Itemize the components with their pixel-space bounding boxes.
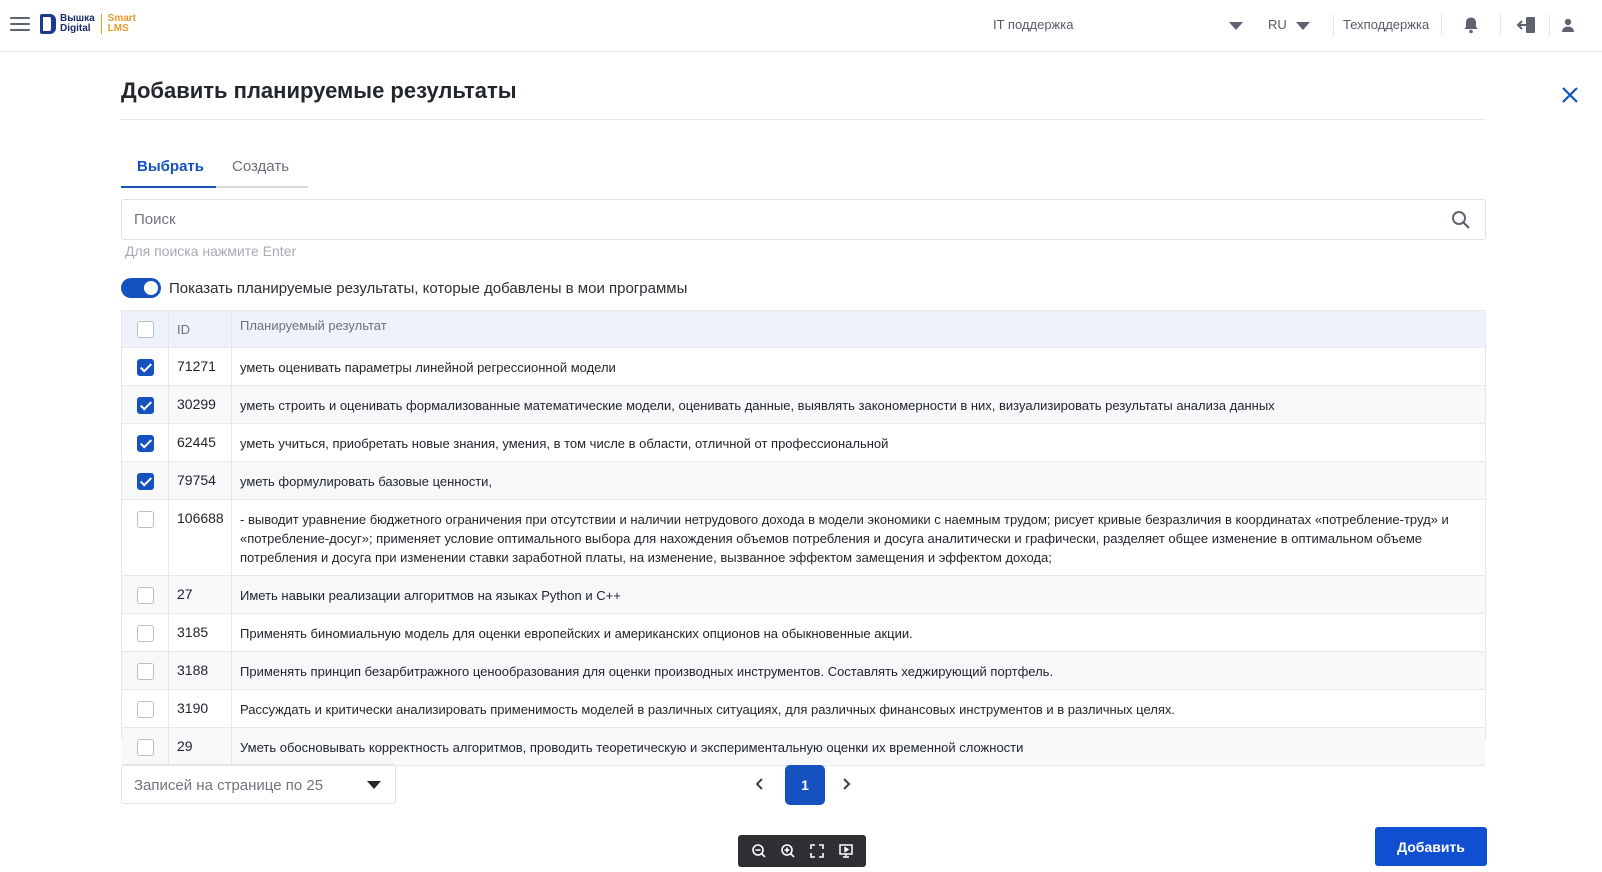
- table-row[interactable]: [122, 652, 1485, 690]
- row-id: 3185: [169, 614, 232, 651]
- row-result-text: уметь строить и оценивать формализованные математические модели, оценивать данные, выявлять закономерности в них, визуализировать результаты анализа данных: [240, 398, 1275, 413]
- zoom-out-icon[interactable]: [751, 843, 767, 859]
- divider: [121, 119, 1486, 120]
- fullscreen-icon[interactable]: [809, 843, 825, 859]
- close-icon[interactable]: [1561, 86, 1579, 104]
- divider: [1441, 14, 1442, 36]
- row-result-text: уметь учиться, приобретать новые знания, умения, в том числе в области, отличной от профессиональной: [240, 436, 889, 451]
- divider: [1549, 14, 1550, 36]
- tabs: [121, 150, 308, 188]
- row-result-text: Рассуждать и критически анализировать применимость моделей в различных ситуациях, для различных финансовых инструментов и в различных целях.: [240, 702, 1175, 717]
- divider: [1333, 14, 1334, 36]
- logo[interactable]: [40, 14, 136, 34]
- zoom-in-icon[interactable]: [780, 843, 796, 859]
- viewer-toolbar: [738, 835, 866, 867]
- logo-divider: [101, 14, 102, 34]
- search-box: [121, 199, 1486, 240]
- row-checkbox[interactable]: [137, 701, 154, 718]
- logo-line2: Digital: [60, 23, 91, 34]
- show-added-toggle[interactable]: [121, 278, 161, 298]
- toggle-label: Показать планируемые результаты, которые добавлены в мои программы: [169, 280, 688, 297]
- org-select[interactable]: [993, 17, 1243, 35]
- table-body: [122, 348, 1485, 766]
- row-checkbox[interactable]: [137, 511, 154, 528]
- column-header-id: ID: [169, 311, 232, 348]
- row-id: 62445: [169, 424, 232, 461]
- row-checkbox[interactable]: [137, 359, 154, 376]
- search-input[interactable]: [122, 200, 1422, 239]
- language-value: RU: [1268, 17, 1287, 32]
- support-link[interactable]: Техподдержка: [1343, 17, 1430, 32]
- next-page-icon[interactable]: [838, 776, 854, 792]
- table-header: [122, 311, 1485, 348]
- search-hint: Для поиска нажмите Enter: [125, 243, 297, 259]
- hamburger-icon[interactable]: [10, 17, 30, 33]
- dialog-title: Добавить планируемые результаты: [121, 78, 517, 103]
- row-id: 79754: [169, 462, 232, 499]
- prev-page-icon[interactable]: [752, 776, 768, 792]
- org-select-value: IT поддержка: [993, 17, 1074, 32]
- page-size-select[interactable]: [121, 764, 396, 804]
- table-row[interactable]: [122, 424, 1485, 462]
- row-result-text: уметь формулировать базовые ценности,: [240, 474, 493, 489]
- row-checkbox[interactable]: [137, 587, 154, 604]
- table-row[interactable]: [122, 500, 1485, 576]
- column-header-result: Планируемый результат: [240, 317, 387, 333]
- language-select[interactable]: [1268, 17, 1287, 32]
- row-checkbox[interactable]: [137, 625, 154, 642]
- table-row[interactable]: [122, 386, 1485, 424]
- page-button[interactable]: 1: [785, 765, 825, 805]
- chevron-down-icon: [1229, 22, 1243, 30]
- add-button[interactable]: Добавить: [1375, 827, 1487, 866]
- row-result-text: Уметь обосновывать корректность алгоритмов, проводить теоретическую и экспериментальную оценки их временной сложности: [240, 740, 1024, 755]
- row-checkbox[interactable]: [137, 397, 154, 414]
- row-result-text: Применять биномиальную модель для оценки европейских и американских опционов на обыкновенные акции.: [240, 626, 913, 641]
- toggle-knob: [144, 281, 158, 295]
- table-row[interactable]: [122, 728, 1485, 766]
- page-size-value: Записей на странице по 25: [134, 777, 324, 794]
- row-result-text: Применять принцип безарбитражного ценообразования для оценки производных инструментов. Составлять хеджирующий портфель.: [240, 664, 1054, 679]
- row-result-text: Иметь навыки реализации алгоритмов на языках Python и C++: [240, 588, 621, 603]
- bell-icon[interactable]: [1462, 16, 1480, 34]
- row-checkbox[interactable]: [137, 435, 154, 452]
- active-tab-indicator: [121, 186, 216, 188]
- table-row[interactable]: [122, 462, 1485, 500]
- chevron-down-icon: [1296, 22, 1310, 30]
- row-id: 30299: [169, 386, 232, 423]
- row-id: 71271: [169, 348, 232, 385]
- row-id: 3190: [169, 690, 232, 727]
- table-row[interactable]: [122, 348, 1485, 386]
- table-row[interactable]: [122, 690, 1485, 728]
- present-icon[interactable]: [838, 843, 854, 859]
- select-all-checkbox[interactable]: [137, 321, 154, 338]
- row-checkbox[interactable]: [137, 473, 154, 490]
- user-icon[interactable]: [1561, 17, 1575, 33]
- row-checkbox[interactable]: [137, 663, 154, 680]
- tab-select[interactable]: Выбрать: [137, 158, 204, 175]
- row-result-text: уметь оценивать параметры линейной регрессионной модели: [240, 360, 616, 375]
- row-result-text: - выводит уравнение бюджетного ограничения при отсутствии и наличии нетрудового дохода в модели экономики с наемным трудом; рисует кривые безразличия в координатах «потребление-труд» и «потребление-досуг»; применяет условие оптимального выбора для нахождения объемов потребления и досуга аналитически и графически, разделяет общее изменение в оптимальном объеме потребления и досуга при изменении ставки заработной платы, на изменение, вызванное эффектом замещения и эффектом дохода;: [240, 512, 1449, 565]
- tab-create[interactable]: Создать: [232, 158, 290, 175]
- logo-line1: Вышка: [60, 13, 95, 24]
- row-id: 29: [169, 728, 232, 765]
- logo-line3: Smart: [107, 13, 137, 24]
- table-row[interactable]: [122, 576, 1485, 614]
- row-id: 106688: [169, 500, 232, 575]
- search-icon[interactable]: [1451, 210, 1471, 230]
- divider: [1500, 14, 1501, 36]
- table-row[interactable]: [122, 614, 1485, 652]
- row-id: 3188: [169, 652, 232, 689]
- logout-icon[interactable]: [1517, 16, 1537, 34]
- logo-line4: LMS: [107, 23, 129, 34]
- row-id: 27: [169, 576, 232, 613]
- top-bar: [0, 0, 1602, 52]
- chevron-down-icon: [367, 781, 381, 789]
- results-table: [121, 310, 1486, 755]
- row-checkbox[interactable]: [137, 739, 154, 756]
- logo-mark-icon: [40, 14, 56, 34]
